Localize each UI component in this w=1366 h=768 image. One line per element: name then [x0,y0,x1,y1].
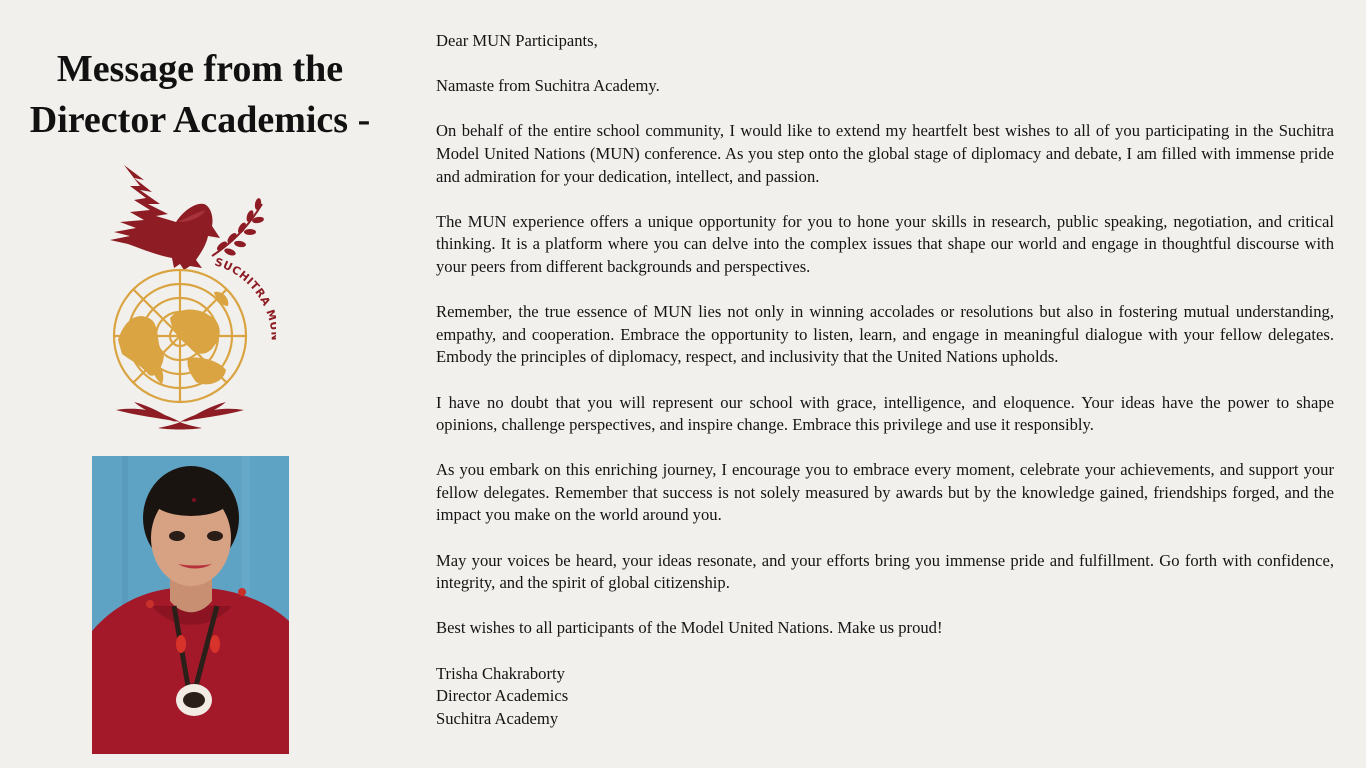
letter-paragraph: On behalf of the entire school community, I would like to extend my heartfelt best wishes to all of you participating in the Suchitra Model United Nations (MUN) conference. As you step onto the global stage of diplomacy and debate, I am filled with immense pride and admiration for your dedication, intellect, and passion. [436,121,1334,186]
letter-paragraph: Remember, the true essence of MUN lies not only in winning accolades or resolutions but also in fostering mutual understanding, empathy, and cooperation. Embrace the opportunity to listen, learn, and engage in meaningful dialogue with your fellow delegates. Embody the principles of diplomacy, respect, and inclusivity that the United Nations upholds. [436,302,1334,367]
eagle-icon [110,165,220,270]
suchitra-mun-logo [104,160,276,432]
letter-closing: Best wishes to all participants of the Model United Nations. Make us proud! [436,618,943,638]
director-portrait-photo [92,456,289,754]
olive-branch-icon [212,198,264,257]
signature-role: Director Academics [436,686,569,706]
laurel-icon [116,402,244,430]
page-title-line-2: Director Academics - [29,99,371,141]
page-title [0,44,400,146]
director-letter [436,30,1334,730]
left-column [0,0,420,768]
letter-salutation: Dear MUN Participants, [436,31,598,50]
letter-paragraph: As you embark on this enriching journey, I encourage you to embrace every moment, celebrate your achievements, and support your fellow delegates. Remember that success is not solely measured by awards but by the knowledge gained, friendships forged, and the impact you make on the world around you. [436,460,1334,525]
signature-organization: Suchitra Academy [436,708,559,728]
logo-arc-text: SUCHITRA [213,255,274,309]
letter-paragraph: The MUN experience offers a unique opportunity for you to hone your skills in research, public speaking, negotiation, and critical thinking. It is a platform where you can delve into the complex issues that shape our world and engage in thoughtful discourse with your peers from different backgrounds and perspectives. [436,211,1334,276]
letter-signature [436,663,1334,731]
letter-greeting: Namaste from Suchitra Academy. [436,76,660,96]
letter-paragraph: May your voices be heard, your ideas resonate, and your efforts bring you immense pride and fulfillment. Go forth with confidence, integrity, and the spirit of global citizenship. [436,550,1334,593]
page-title-line-1: Message from the [56,48,344,90]
letter-paragraph: I have no doubt that you will represent our school with grace, intelligence, and eloquence. Your ideas have the power to shape opinions, challenge perspectives, and inspire change. Embrace this privilege and use it responsibly. [436,392,1334,435]
signature-name: Trisha Chakraborty [436,663,565,683]
